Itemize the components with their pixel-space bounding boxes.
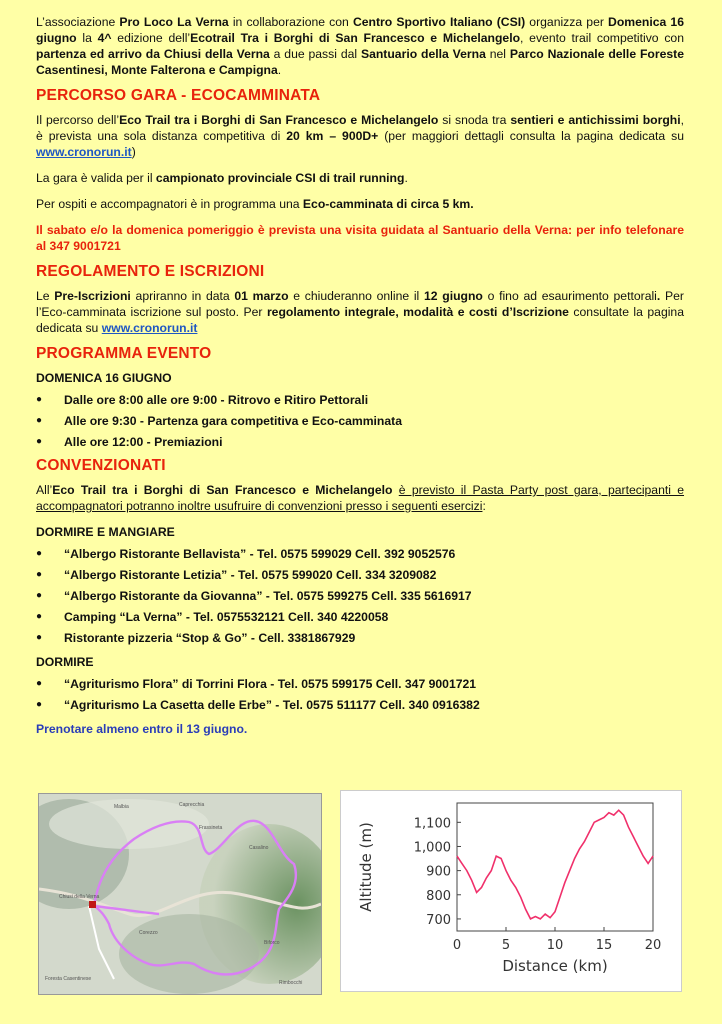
map-label: Frassineta	[199, 825, 223, 831]
text: nel	[485, 47, 510, 61]
x-tick-label: 5	[501, 938, 511, 953]
y-tick-label: 900	[426, 864, 451, 880]
page-content	[36, 14, 684, 747]
text: , evento trail competitivo con	[520, 31, 684, 45]
x-tick-label: 10	[546, 938, 564, 953]
text: 01 marzo	[234, 289, 289, 303]
text: e chiuderanno online il	[288, 289, 424, 303]
y-tick-label: 700	[426, 912, 451, 928]
text: Eco Trail tra i Borghi di San Francesco e Michelangelo	[119, 113, 439, 127]
route-map-svg	[39, 794, 321, 994]
y-tick-label: 800	[426, 888, 451, 904]
regolamento-paragraph	[36, 288, 684, 336]
map-label: Rimbocchi	[279, 980, 303, 986]
cronorun-link[interactable]: www.cronorun.it	[101, 321, 198, 335]
list-item: ● “Albergo Ristorante Bellavista” - Tel. 0575 599029 Cell. 392 9052576	[36, 546, 684, 562]
text: 4^	[97, 31, 112, 45]
altitude-chart-svg	[341, 791, 681, 991]
prenotazione-note: Prenotare almeno entro il 13 giugno.	[36, 722, 248, 736]
altitude-chart	[340, 790, 682, 992]
text: 20 km – 900D+	[286, 129, 379, 143]
list-item: ● Camping “La Verna” - Tel. 0575532121 Cell. 340 4220058	[36, 609, 684, 625]
y-axis-label: Altitude (m)	[357, 822, 375, 912]
map-label: Caprecchia	[179, 802, 205, 808]
text: Domenica 16 giugno	[36, 15, 684, 45]
text: .	[277, 63, 282, 77]
percorso-paragraph-3	[36, 196, 684, 212]
percorso-heading: PERCORSO GARA - ECOCAMMINATA	[36, 87, 321, 104]
dormire-list	[36, 676, 684, 713]
map-label: Casalino	[249, 845, 269, 851]
text: Parco Nazionale delle Foreste Casentinesi, Monte Falterona e Campigna	[36, 47, 684, 77]
dormire-mangiare-heading: DORMIRE E MANGIARE	[36, 525, 175, 539]
text: si snoda tra	[438, 113, 511, 127]
text: Pro Loco La Verna	[119, 15, 229, 29]
dormire-heading: DORMIRE	[36, 655, 94, 669]
text: Eco-camminata di circa 5 km.	[302, 197, 474, 211]
x-tick-label: 15	[595, 938, 613, 953]
text: edizione dell’	[111, 31, 191, 45]
text: è previsto il Pasta Party post gara, partecipanti e accompagnatori potranno inoltre usufruire di convenzioni presso i seguenti esercizi	[36, 483, 685, 513]
text: apriranno in data	[130, 289, 235, 303]
text: a due passi dal	[269, 47, 361, 61]
cronorun-link[interactable]: www.cronorun.it	[36, 145, 132, 159]
regolamento-heading: REGOLAMENTO E ISCRIZIONI	[36, 263, 265, 280]
text: campionato provinciale CSI di trail running	[155, 171, 405, 185]
text: , è prevista una sola distanza competitiva di	[36, 113, 685, 143]
text: Eco Trail tra i Borghi di San Francesco e Michelangelo	[52, 483, 393, 497]
percorso-paragraph-1	[36, 112, 684, 160]
text: Ecotrail Tra i Borghi di San Francesco e Michelangelo	[190, 31, 521, 45]
intro-paragraph	[36, 14, 684, 78]
map-label: Biforco	[264, 940, 280, 946]
percorso-paragraph-2	[36, 170, 684, 186]
list-item: ● Alle ore 12:00 - Premiazioni	[36, 434, 684, 450]
text: Centro Sportivo Italiano (CSI)	[352, 15, 526, 29]
terrain	[119, 914, 259, 994]
list-item: ● Ristorante pizzeria “Stop & Go” - Cell. 3381867929	[36, 630, 684, 646]
list-item: ● “Agriturismo La Casetta delle Erbe” - Tel. 0575 511177 Cell. 340 0916382	[36, 697, 684, 713]
y-tick-label: 1,000	[413, 840, 451, 856]
map-label: Foresta Casentinese	[45, 976, 92, 982]
text: sentieri e antichissimi borghi	[510, 113, 681, 127]
x-tick-label: 0	[452, 938, 462, 953]
text: .	[656, 289, 661, 303]
text: consultate la pagina dedicata su	[36, 305, 684, 335]
list-item: ● “Albergo Ristorante Letizia” - Tel. 0575 599020 Cell. 334 3209082	[36, 567, 684, 583]
dormire-mangiare-list	[36, 546, 684, 646]
text: 12 giugno	[423, 289, 483, 303]
map-label: Chiusi della Verna	[59, 894, 100, 900]
list-item: ● Alle ore 9:30 - Partenza gara competitiva e Eco-camminata	[36, 413, 684, 429]
text: organizza per	[525, 15, 609, 29]
convenzionati-paragraph	[36, 482, 684, 514]
text: o fino ad esaurimento pettorali	[482, 289, 657, 303]
text: Le	[36, 289, 55, 303]
visita-guidata-note: Il sabato e/o la domenica pomeriggio è prevista una visita guidata al Santuario della Verna: per info telefonare al 347 9001721	[36, 223, 684, 253]
x-tick-label: 20	[644, 938, 662, 953]
programma-list	[36, 392, 684, 450]
y-axis	[414, 816, 461, 928]
text: Per l’Eco-camminata iscrizione sul posto. Per	[36, 289, 684, 319]
text: Santuario della Verna	[360, 47, 486, 61]
x-axis-label: Distance (km)	[502, 957, 608, 975]
series-line	[457, 810, 653, 919]
programma-day: DOMENICA 16 GIUGNO	[36, 371, 172, 385]
programma-heading: PROGRAMMA EVENTO	[36, 345, 212, 362]
list-item: ● Dalle ore 8:00 alle ore 9:00 - Ritrovo e Ritiro Pettorali	[36, 392, 684, 408]
list-item: ● “Agriturismo Flora” di Torrini Flora - Tel. 0575 599175 Cell. 347 9001721	[36, 676, 684, 692]
text: Il percorso dell’	[36, 113, 120, 127]
text: regolamento integrale, modalità e costi d’Iscrizione	[266, 305, 569, 319]
text: All’	[36, 483, 53, 497]
text: in collaborazione con	[228, 15, 353, 29]
text: la	[76, 31, 98, 45]
route-map	[38, 793, 322, 995]
text: (per maggiori dettagli consulta la pagina dedicata su	[378, 129, 684, 143]
text: Per ospiti e accompagnatori è in programma una	[36, 197, 303, 211]
convenzionati-heading: CONVENZIONATI	[36, 457, 166, 474]
text: L’associazione	[36, 15, 120, 29]
start-marker	[89, 901, 96, 908]
y-tick-label: 1,100	[413, 816, 451, 832]
text: La gara è valida per il	[36, 171, 156, 185]
text: Pre-Iscrizioni	[54, 289, 131, 303]
map-label: Malbia	[114, 804, 129, 810]
map-label: Corezzo	[139, 930, 158, 936]
list-item: ● “Albergo Ristorante da Giovanna” - Tel. 0575 599275 Cell. 335 5616917	[36, 588, 684, 604]
text: .	[404, 171, 408, 185]
text: partenza ed arrivo da Chiusi della Verna	[36, 47, 270, 61]
text: :	[482, 499, 486, 513]
text: )	[131, 145, 136, 159]
